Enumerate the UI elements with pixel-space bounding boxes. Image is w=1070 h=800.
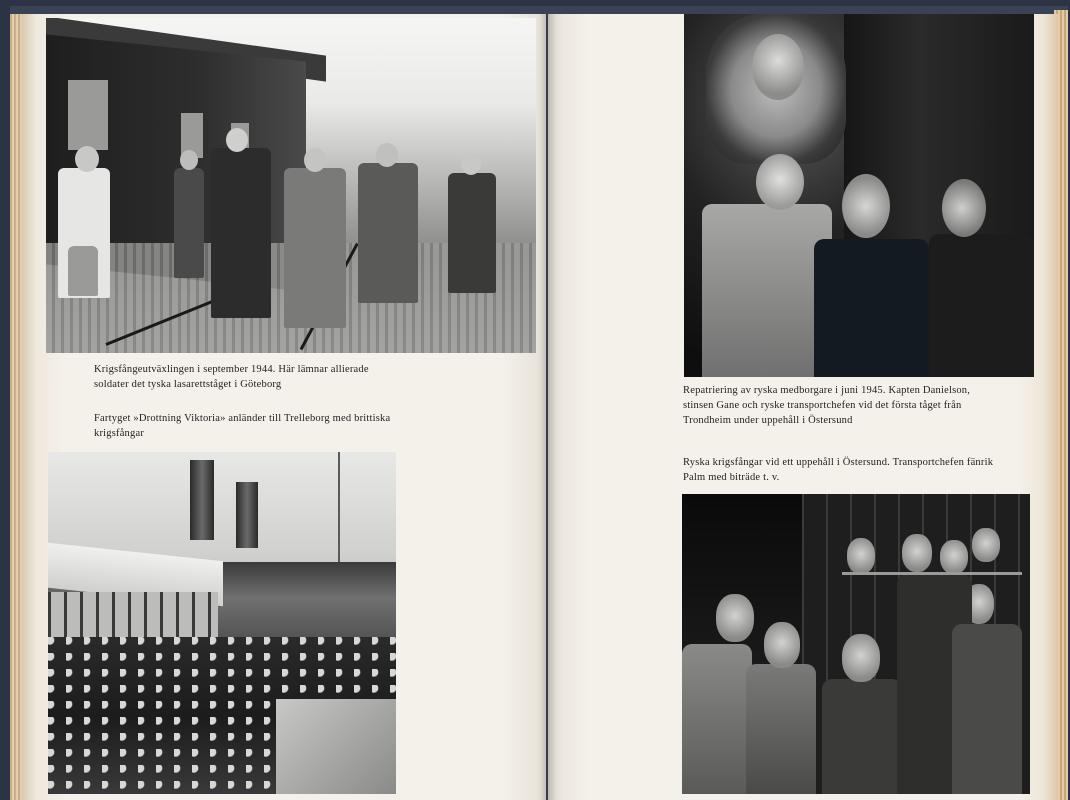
caption-ship-arrival: Fartyget »Drottning Viktoria» anländer till Trelleborg med brittiska krigsfångar [94,413,391,439]
photo-russian-pows [682,494,1030,794]
caption-russian-repatriation: Repatriering av ryska medborgare i juni 1945. Kapten Danielson, stinsen Gane och ryske transportchefen vid det första tåget från Trondheim under uppehåll i Östersund [683,385,971,426]
photo-ship-harbour [48,452,396,794]
photo-stalin-portrait [684,14,1034,377]
caption-train-exchange: Krigsfångeutväxlingen i september 1944. Här lämnar allierade soldater det tyska lasarettståget i Göteborg [94,364,369,390]
book-gutter [540,14,556,800]
caption-russian-pows: Ryska krigsfångar vid ett uppehåll i Östersund. Transportchefen fänrik Palm med biträde t. v. [683,457,994,483]
photo-train-platform [46,18,536,353]
